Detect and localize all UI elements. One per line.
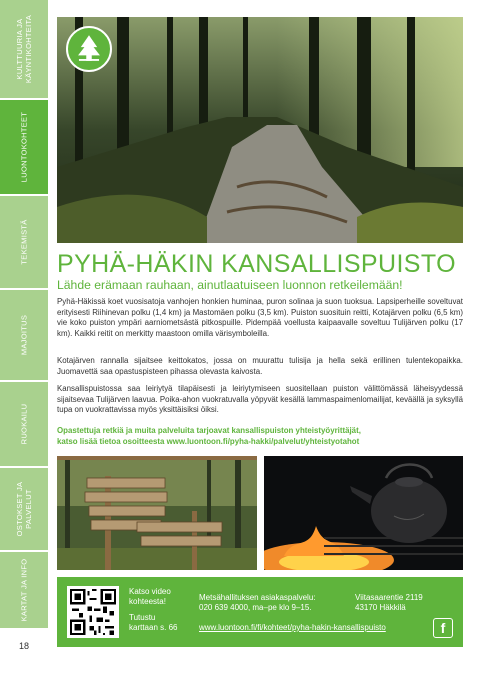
tree-icon <box>66 26 112 72</box>
tab-food-label: RUOKAILU <box>19 403 29 445</box>
tab-activities[interactable] <box>0 196 48 290</box>
customer-service: Metsähallituksen asiakaspalvelu: 020 639 4000, ma–pe klo 9–15. <box>199 593 316 612</box>
qr-code-icon[interactable] <box>67 586 119 638</box>
paragraph-shelter: Kotajärven rannalla sijaitsee keittokatos, jossa on muurattu tulisija ja hella sekä erillinen tulentekopaikka. Juomavettä saa opastuspisteen pihassa olevasta kaivosta. <box>57 356 463 376</box>
facebook-icon[interactable]: f <box>433 618 453 638</box>
page-title: PYHÄ-HÄKIN KANSALLISPUISTO <box>57 250 456 278</box>
paragraph-camping: Kansallispuistossa saa leiriytyä tilapäisesti ja leiriytymiseen suositellaan puiston välittömässä läheisyydessä sijaitsevaa Tulijärven laavua. Poika-ahon vuokratuvalla yöpyvät kesällä lammaspaimenlomailijat, keväällä ja syksyllä tupa on vuokrattavissa myös yksittäisiksi öiksi. <box>57 384 463 415</box>
services-note-link[interactable]: katso lisää tietoa osoitteesta www.luontoon.fi/pyha-hakki/palvelut/yhteistyotahot <box>57 436 360 446</box>
website-link[interactable]: www.luontoon.fi/fi/kohteet/pyha-hakin-kansallispuisto <box>199 623 386 632</box>
tab-accommodation-label: MAJOITUS <box>19 314 29 356</box>
page-subtitle: Lähde erämaan rauhaan, ainutlaatuiseen luonnon retkeilemään! <box>57 278 403 292</box>
services-note-line1: Opastettuja retkiä ja muita palveluita tarjoavat kansallispuiston yhteistyöyrittäjät, <box>57 426 361 435</box>
tab-accommodation[interactable] <box>0 290 48 382</box>
page-number: 18 <box>19 641 30 651</box>
tab-maps[interactable] <box>0 552 48 630</box>
tab-culture-label: KULTTUURIA JA KÄYNTIKOHTEITA <box>15 14 33 84</box>
tab-nature-label: LUONTOKOHTEET <box>19 111 29 183</box>
tab-maps-label: KARTAT JA INFO <box>19 558 29 622</box>
section-sidebar <box>0 0 48 673</box>
tab-nature[interactable] <box>0 100 48 196</box>
services-note <box>57 426 463 447</box>
info-box <box>57 577 463 647</box>
tab-food[interactable] <box>0 382 48 468</box>
address: Viitasaarentie 2119 43170 Häkkilä <box>355 593 423 612</box>
hero-photo <box>57 17 463 243</box>
tab-culture[interactable] <box>0 0 48 100</box>
tab-activities-label: TEKEMISTÄ <box>19 219 29 265</box>
signpost-photo <box>57 456 257 570</box>
paragraph-trails: Pyhä-Häkissä koet vuosisatoja vanhojen honkien huminaa, puron solinaa ja suon tuoksua. Lapsiperheille soveltuvat erityisesti Riihinevan polku (1,4 km) ja Mastomäen polku (3,5 km). Puiston suosituin reitti, Kotajärven polku (6,5 km) vie koko puiston ympäri aarniometsästä pitkospuille. Pidempää voellusta kaipaavalle soveltuu Tulijärven polku (17 km). Kaikki reitit on merkitty maastoon omilla värisymboleilla. <box>57 297 463 338</box>
map-reference: Tutustu karttaan s. 66 <box>129 613 178 632</box>
kettle-photo <box>264 456 463 570</box>
video-link[interactable]: Katso video kohteesta! <box>129 587 171 606</box>
tab-shopping[interactable] <box>0 468 48 552</box>
tab-shopping-label: OSTOKSET JA PALVELUT <box>15 481 33 537</box>
